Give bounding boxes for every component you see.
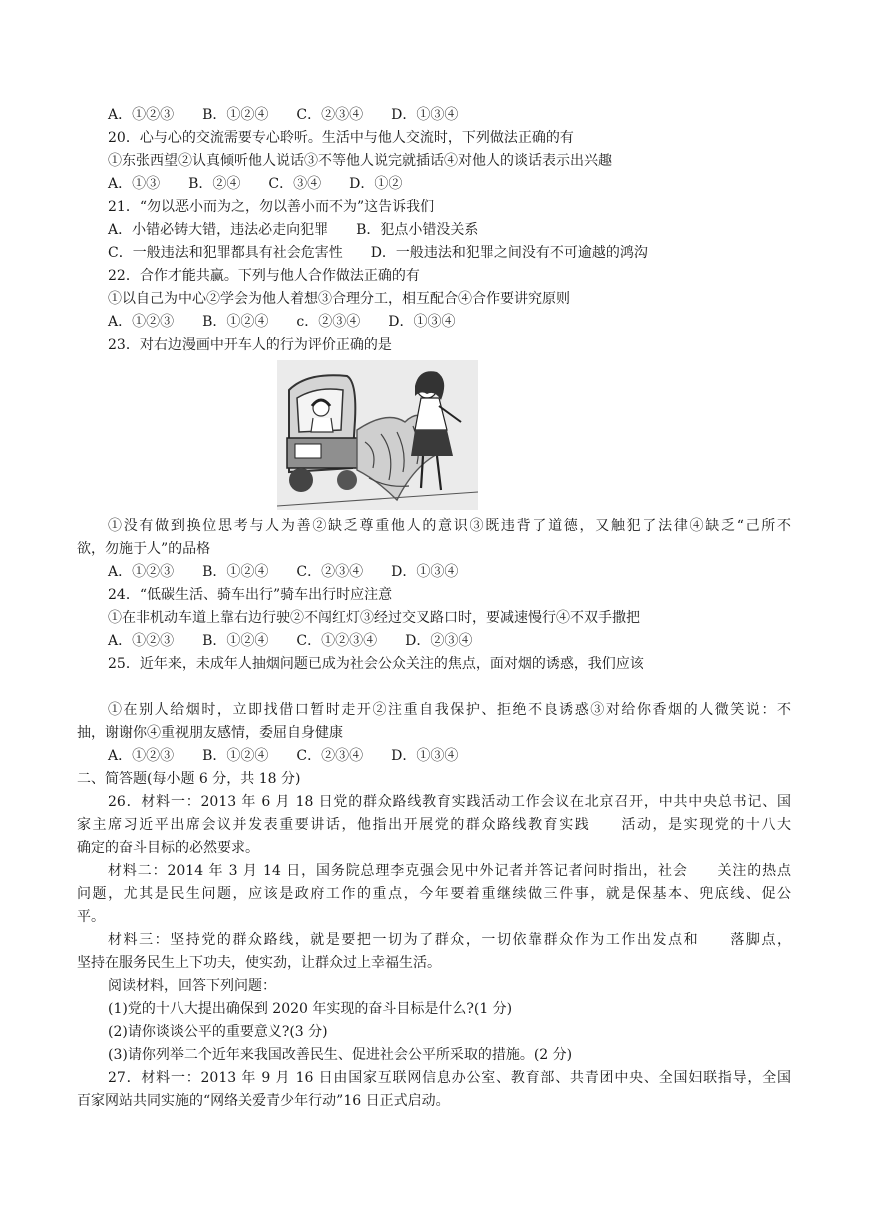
q23-cartoon-image [277, 360, 478, 510]
q26-material2-line3: 平。 [77, 909, 105, 925]
q26-material3-line2: 坚持在服务民生上下功夫，使实劲，让群众过上幸福生活。 [77, 955, 441, 971]
q27-material1-line1: 27．材料一：2013 年 9 月 16 日由国家互联网信息办公室、教育部、共青团中央、全国妇联指导，全国 [108, 1070, 791, 1086]
q23-items-line1: ①没有做到换位思考与人为善②缺乏尊重他人的意识③既违背了道德，又触犯了法律④缺乏“己所不 [108, 518, 791, 534]
q22-options: A．①②③ B．①②④ c．②③④ D．①③④ [108, 314, 456, 330]
q19-options: A．①②③ B．①②④ C．②③④ D．①③④ [108, 107, 459, 123]
q20-options: A．①③ B．②④ C．③④ D．①② [108, 176, 403, 192]
q22-items: ①以自己为中心②学会为他人着想③合理分工，相互配合④合作要讲究原则 [108, 291, 570, 307]
q26-material3-line1: 材料三：坚持党的群众路线，就是要把一切为了群众，一切依靠群众作为工作出发点和 落脚点， [108, 932, 791, 948]
q26-instruction: 阅读材料，回答下列问题： [108, 978, 276, 994]
q26-material1-line2: 家主席习近平出席会议并发表重要讲话，他指出开展党的群众路线教育实践 活动，是实现党的十八大 [77, 817, 791, 833]
q26-material2-line1: 材料二：2014 年 3 月 14 日，国务院总理李克强会见中外记者并答记者问时指出，社会 关注的热点 [108, 863, 791, 879]
q25-stem: 25．近年来，未成年人抽烟问题已成为社会公众关注的焦点，面对烟的诱惑，我们应该 [108, 656, 644, 672]
q24-items: ①在非机动车道上靠右边行驶②不闯红灯③经过交叉路口时，要减速慢行④不双手撒把 [108, 610, 640, 626]
q26-material1-line1: 26．材料一：2013 年 6 月 18 日党的群众路线教育实践活动工作会议在北京召开，中共中央总书记、国 [108, 794, 791, 810]
q21-options-ab: A．小错必铸大错，违法必走向犯罪 B．犯点小错没关系 [108, 222, 479, 238]
q26-sub3: (3)请你列举二个近年来我国改善民生、促进社会公平所采取的措施。(2 分) [108, 1047, 573, 1063]
q23-items-line2: 欲，勿施于人”的品格 [77, 541, 211, 557]
q24-options: A．①②③ B．①②④ C．①②③④ D．②③④ [108, 633, 473, 649]
q26-sub1: (1)党的十八大提出确保到 2020 年实现的奋斗目标是什么?(1 分) [108, 1001, 513, 1017]
q26-material1-line3: 确定的奋斗目标的必然要求。 [77, 840, 259, 856]
q20-stem: 20．心与心的交流需要专心聆听。生活中与他人交流时，下列做法正确的有 [108, 130, 574, 146]
q27-material1-line2: 百家网站共同实施的“网络关爱青少年行动”16 日正式启动。 [77, 1093, 450, 1109]
q21-options-cd: C．一般违法和犯罪都具有社会危害性 D．一般违法和犯罪之间没有不可逾越的鸿沟 [108, 245, 648, 261]
q26-material2-line2: 问题，尤其是民生问题，应该是政府工作的重点，今年要着重继续做三件事，就是保基本、兜底线、促公 [77, 886, 791, 902]
q25-options: A．①②③ B．①②④ C．②③④ D．①③④ [108, 748, 459, 764]
section-heading: 二、简答题(每小题 6 分，共 18 分) [77, 771, 301, 787]
q20-items: ①东张西望②认真倾听他人说话③不等他人说完就插话④对他人的谈话表示出兴趣 [108, 153, 612, 169]
q22-stem: 22．合作才能共赢。下列与他人合作做法正确的有 [108, 268, 420, 284]
q23-options: A．①②③ B．①②④ C．②③④ D．①③④ [108, 564, 459, 580]
q24-stem: 24．“低碳生活、骑车出行”骑车出行时应注意 [108, 587, 393, 603]
q26-sub2: (2)请你谈谈公平的重要意义?(3 分) [108, 1024, 328, 1040]
q25-items-line2: 抽，谢谢你④重视朋友感情，委屈自身健康 [77, 725, 343, 741]
q21-stem: 21．“勿以恶小而为之，勿以善小而不为”这告诉我们 [108, 199, 435, 215]
cartoon-drawing [277, 360, 478, 510]
q23-stem: 23．对右边漫画中开车人的行为评价正确的是 [108, 337, 392, 353]
q25-items-line1: ①在别人给烟时，立即找借口暂时走开②注重自我保护、拒绝不良诱惑③对给你香烟的人微笑说：不 [108, 702, 791, 718]
